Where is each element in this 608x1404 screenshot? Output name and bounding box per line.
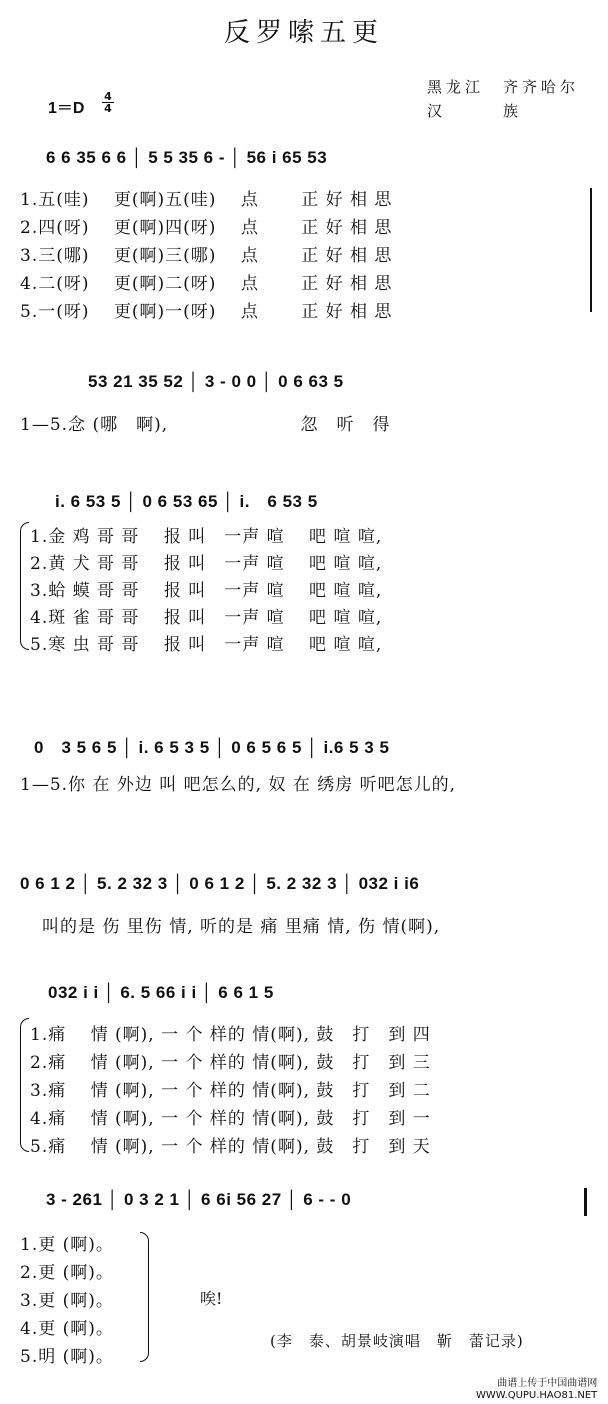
sys5-lyrics: 叫的是 伤 里伤 情, 听的是 痛 里痛 情, 伤 情(啊), <box>42 917 441 937</box>
sys2-lyrics: 1—5.念 (哪 啊), 忽 听 得 <box>20 415 391 435</box>
time-signature-top: 4 <box>104 90 112 103</box>
origin-ethnicity: 汉 族 <box>427 102 523 120</box>
sys1-notes: 6 6 35 6 6 │ 5 5 35 6 - │ 56 i 65 53 <box>46 148 328 167</box>
sys1-lyric-line-2: 2.四(呀) 更(啊)四(呀) 点 正 好 相 思 <box>20 218 393 238</box>
origin-region: 黑龙江 齐齐哈尔 <box>427 78 580 96</box>
exclaim: 唉! <box>200 1289 223 1308</box>
sys7-right-brace <box>140 1232 149 1362</box>
sys3-left-brace <box>20 522 29 650</box>
sys1-lyric-line-5: 5.一(呀) 更(啊)一(呀) 点 正 好 相 思 <box>20 302 393 322</box>
sys7-lyric-line-2: 2.更 (啊)。 <box>20 1263 114 1283</box>
sys6-lyric-line-5: 5.痛 情 (啊), 一 个 样的 情(啊), 鼓 打 到 天 <box>30 1137 431 1157</box>
sys7-lyric-line-3: 3.更 (啊)。 <box>20 1291 114 1311</box>
sys3-notes: i. 6 53 5 │ 0 6 53 65 │ i. 6 53 5 <box>55 492 318 511</box>
sys6-lyric-line-2: 2.痛 情 (啊), 一 个 样的 情(啊), 鼓 打 到 三 <box>30 1053 431 1073</box>
sys1-lyric-line-3: 3.三(哪) 更(啊)三(哪) 点 正 好 相 思 <box>20 246 393 266</box>
sys6-lyric-line-3: 3.痛 情 (啊), 一 个 样的 情(啊), 鼓 打 到 二 <box>30 1081 431 1101</box>
song-title: 反罗嗦五更 <box>223 18 384 48</box>
time-signature-bottom: 4 <box>102 102 114 114</box>
sys1-lyric-line-1: 1.五(哇) 更(啊)五(哇) 点 正 好 相 思 <box>20 190 393 210</box>
performer-credit: (李 泰、胡景岐演唱 靳 蕾记录) <box>270 1332 524 1350</box>
sys6-lyric-line-4: 4.痛 情 (啊), 一 个 样的 情(啊), 鼓 打 到 一 <box>30 1109 431 1129</box>
sys3-lyric-line-1: 1.金 鸡 哥 哥 报 叫 一声 喧 吧 喧 喧, <box>30 527 383 547</box>
sys3-lyric-line-2: 2.黄 犬 哥 哥 报 叫 一声 喧 吧 喧 喧, <box>30 554 383 574</box>
sys1-right-brace <box>590 188 592 312</box>
sys6-left-brace <box>20 1018 29 1152</box>
time-signature <box>102 91 114 114</box>
sys3-lyric-line-5: 5.寒 虫 哥 哥 报 叫 一声 喧 吧 喧 喧, <box>30 635 383 655</box>
sys6-lyric-line-1: 1.痛 情 (啊), 一 个 样的 情(啊), 鼓 打 到 四 <box>30 1025 431 1045</box>
sys1-lyric-line-4: 4.二(呀) 更(啊)二(呀) 点 正 好 相 思 <box>20 274 393 294</box>
final-barline <box>584 1188 587 1216</box>
sys4-notes: 0 3 5 6 5 │ i. 6 5 3 5 │ 0 6 5 6 5 │ i.6 5 3 5 <box>34 738 390 757</box>
sys7-notes: 3 - 261 │ 0 3 2 1 │ 6 6i 56 27 │ 6 - - 0 <box>46 1190 352 1209</box>
sys7-lyric-line-1: 1.更 (啊)。 <box>20 1235 114 1255</box>
key-signature: 1＝D <box>48 100 85 117</box>
sys7-lyric-line-4: 4.更 (啊)。 <box>20 1319 114 1339</box>
sys7-lyric-line-5: 5.明 (啊)。 <box>20 1347 114 1367</box>
sys3-lyric-line-3: 3.蛤 蟆 哥 哥 报 叫 一声 喧 吧 喧 喧, <box>30 581 383 601</box>
sys2-notes: 53 21 35 52 │ 3 - 0 0 │ 0 6 63 5 <box>88 372 344 391</box>
source-watermark: 曲谱上传于中国曲谱网 WWW.QUPU.HAO81.NET <box>476 1378 598 1401</box>
sys3-lyric-line-4: 4.斑 雀 哥 哥 报 叫 一声 喧 吧 喧 喧, <box>30 608 383 628</box>
sys5-notes: 0 6 1 2 │ 5. 2 32 3 │ 0 6 1 2 │ 5. 2 32 3 │ 032 i i6 <box>20 874 420 893</box>
sys4-lyrics: 1—5.你 在 外边 叫 吧怎么的, 奴 在 绣房 听吧怎儿的, <box>20 775 457 795</box>
sys6-notes: 032 i i │ 6. 5 66 i i │ 6 6 1 5 <box>48 983 274 1002</box>
